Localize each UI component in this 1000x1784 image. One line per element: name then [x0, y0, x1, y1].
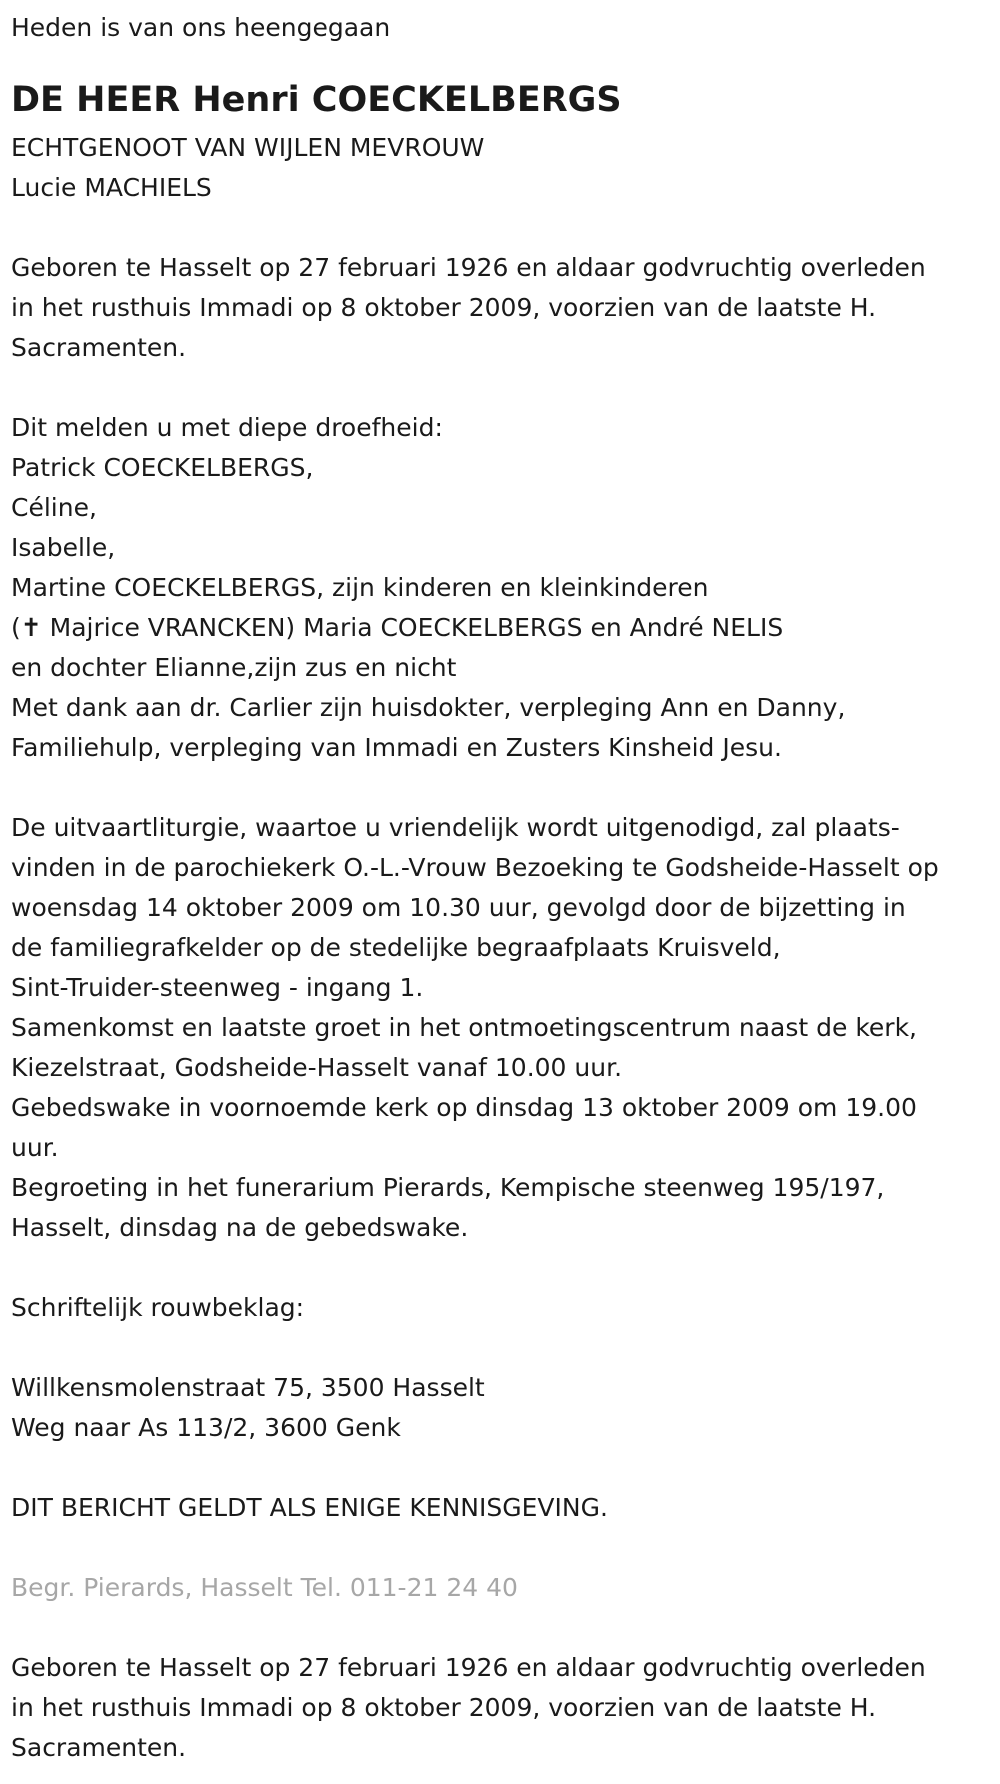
paragraph-line: en dochter Elianne,zijn zus en nicht [11, 653, 457, 682]
address-line: Weg naar As 113/2, 3600 Genk [11, 1413, 401, 1442]
paragraph-line: Met dank aan dr. Carlier zijn huisdokter, verpleging Ann en Danny, [11, 693, 846, 722]
paragraph-line: Gebedswake in voornoemde kerk op dinsdag 13 oktober 2009 om 19.00 [11, 1093, 917, 1122]
funeral-home-credit: Begr. Pierards, Hasselt Tel. 011-21 24 40 [11, 1573, 518, 1602]
paragraph-line: Familiehulp, verpleging van Immadi en Zusters Kinsheid Jesu. [11, 733, 782, 762]
spacer [11, 1448, 1000, 1488]
paragraph-line: in het rusthuis Immadi op 8 oktober 2009, voorzien van de laatste H. [11, 1693, 877, 1722]
address-line: Willkensmolenstraat 75, 3500 Hasselt [11, 1373, 485, 1402]
spouse-line-2: Lucie MACHIELS [11, 173, 212, 202]
paragraph-line: De uitvaartliturgie, waartoe u vriendelijk wordt uitgenodigd, zal plaats- [11, 813, 900, 842]
paragraph-line: Sint-Truider-steenweg - ingang 1. [11, 973, 424, 1002]
deceased-name: DE HEER Henri COECKELBERGS [11, 80, 622, 120]
spacer [11, 1328, 1000, 1368]
condolence-label: Schriftelijk rouwbeklag: [11, 1293, 305, 1322]
paragraph-line: Geboren te Hasselt op 27 februari 1926 en aldaar godvruchtig overleden [11, 253, 926, 282]
notice-text: DIT BERICHT GELDT ALS ENIGE KENNISGEVING. [11, 1493, 608, 1522]
paragraph-line: Begroeting in het funerarium Pierards, Kempische steenweg 195/197, [11, 1173, 885, 1202]
paragraph-line: Isabelle, [11, 533, 116, 562]
ceremony-paragraph [11, 808, 1000, 1248]
paragraph-line: Martine COECKELBERGS, zijn kinderen en kleinkinderen [11, 573, 709, 602]
paragraph-line: Dit melden u met diepe droefheid: [11, 413, 443, 442]
paragraph-line: vinden in de parochiekerk O.-L.-Vrouw Bezoeking te Godsheide-Hasselt op [11, 853, 939, 882]
paragraph-line: in het rusthuis Immadi op 8 oktober 2009, voorzien van de laatste H. [11, 293, 877, 322]
paragraph-line: woensdag 14 oktober 2009 om 10.30 uur, gevolgd door de bijzetting in [11, 893, 906, 922]
birth-death-paragraph-repeat [11, 1648, 1000, 1768]
paragraph-line: de familiegrafkelder op de stedelijke begraafplaats Kruisveld, [11, 933, 781, 962]
paragraph-line: Kiezelstraat, Godsheide-Hasselt vanaf 10.00 uur. [11, 1053, 623, 1082]
spacer [11, 368, 1000, 408]
paragraph-line: Samenkomst en laatste groet in het ontmoetingscentrum naast de kerk, [11, 1013, 918, 1042]
intro-text: Heden is van ons heengegaan [11, 13, 391, 42]
paragraph-line: Sacramenten. [11, 1733, 187, 1762]
address-list [11, 1368, 1000, 1448]
spacer [11, 1528, 1000, 1568]
paragraph-line: Céline, [11, 493, 97, 522]
paragraph-line: Hasselt, dinsdag na de gebedswake. [11, 1213, 469, 1242]
paragraph-line: uur. [11, 1133, 59, 1162]
paragraph-line: Sacramenten. [11, 333, 187, 362]
mourners-paragraph [11, 408, 1000, 768]
spacer [11, 768, 1000, 808]
spacer [11, 1608, 1000, 1648]
spacer [11, 208, 1000, 248]
birth-death-paragraph [11, 248, 1000, 368]
spouse-line-1: ECHTGENOOT VAN WIJLEN MEVROUW [11, 133, 485, 162]
spacer [11, 1248, 1000, 1288]
paragraph-line: Geboren te Hasselt op 27 februari 1926 en aldaar godvruchtig overleden [11, 1653, 926, 1682]
paragraph-line: (✝ Majrice VRANCKEN) Maria COECKELBERGS en André NELIS [11, 613, 784, 642]
paragraph-line: Patrick COECKELBERGS, [11, 453, 314, 482]
